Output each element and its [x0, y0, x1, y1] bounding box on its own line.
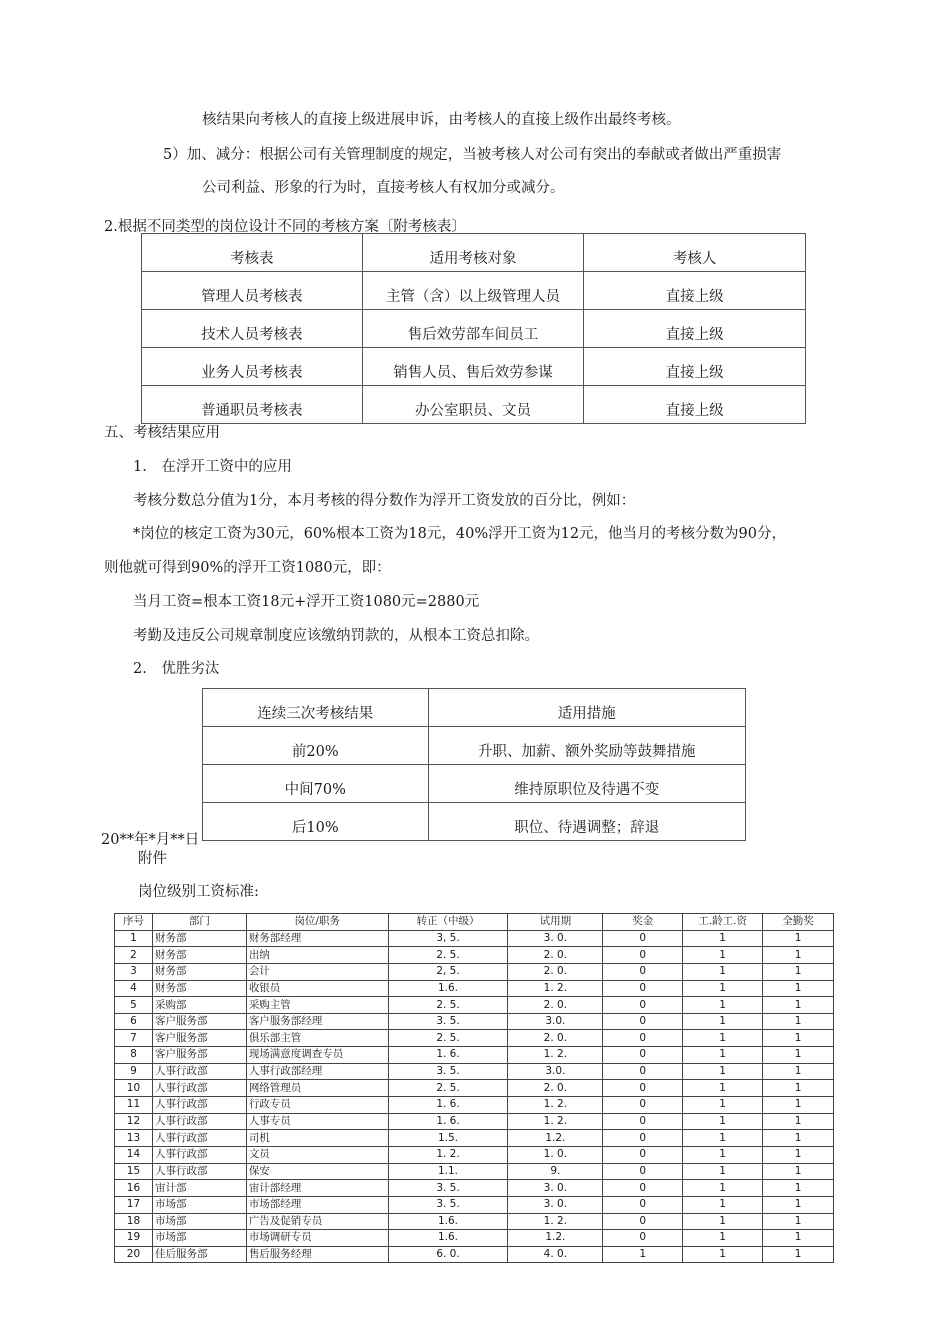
table-row	[142, 386, 806, 424]
table-row	[115, 1146, 834, 1163]
table-cell: 1	[683, 980, 763, 997]
table-cell: 3.0.	[508, 1063, 603, 1080]
table-row	[115, 1163, 834, 1180]
table-cell: 职位、待遇调整；辞退	[428, 803, 745, 841]
table-cell: 财务部	[152, 980, 246, 997]
table-cell: 3. 5.	[388, 1063, 508, 1080]
table-cell: 3. 5.	[388, 1180, 508, 1197]
table-cell: 人事专员	[246, 1113, 388, 1130]
table-cell: 3. 0.	[508, 1180, 603, 1197]
table-cell: 1	[603, 1246, 683, 1263]
table-cell: 2, 5.	[388, 963, 508, 980]
table-cell: 5	[115, 997, 153, 1014]
table-row	[203, 727, 746, 765]
table-cell: 0	[603, 1213, 683, 1230]
table-row	[142, 272, 806, 310]
table-cell: 客户服务部	[152, 1030, 246, 1047]
table-row	[115, 1180, 834, 1197]
table-row	[115, 1013, 834, 1030]
table-cell: 3	[115, 963, 153, 980]
table-cell: 网络管理员	[246, 1080, 388, 1097]
table-row	[115, 947, 834, 964]
table-row	[115, 1230, 834, 1247]
table-cell: 3. 0.	[508, 1196, 603, 1213]
table-cell: 13	[115, 1130, 153, 1147]
table-cell: 6	[115, 1013, 153, 1030]
table-cell: 1	[683, 1246, 763, 1263]
table-row	[115, 1063, 834, 1080]
table-row	[115, 1080, 834, 1097]
table-cell: 9	[115, 1063, 153, 1080]
table-cell: 4	[115, 980, 153, 997]
table-cell: 普通职员考核表	[142, 386, 363, 424]
table-cell: 1	[683, 1180, 763, 1197]
para-example-cont: 则他就可得到90%的浮开工资1080元，即：	[104, 560, 391, 576]
table-cell: 1	[683, 1113, 763, 1130]
table-row	[115, 1130, 834, 1147]
table-row	[115, 1030, 834, 1047]
table-cell: 1	[763, 963, 834, 980]
table-cell: 1. 6.	[388, 1047, 508, 1064]
appendix-title: 岗位级别工资标准:	[138, 884, 259, 900]
table-cell: 1. 2.	[508, 1047, 603, 1064]
table-cell: 1	[763, 930, 834, 947]
assessment-table	[141, 233, 806, 424]
table-cell: 管理人员考核表	[142, 272, 363, 310]
table-cell: 0	[603, 1146, 683, 1163]
table-cell: 0	[603, 1130, 683, 1147]
table-cell: 1	[763, 1030, 834, 1047]
table-header: 全勤奖	[763, 914, 834, 931]
table-cell: 市场部	[152, 1230, 246, 1247]
table-cell: 司机	[246, 1130, 388, 1147]
table-cell: 1. 2.	[508, 1097, 603, 1114]
table-cell: 广告及促销专员	[246, 1213, 388, 1230]
table-cell: 人事行政部	[152, 1080, 246, 1097]
table-cell: 1	[683, 1097, 763, 1114]
table-row	[115, 1113, 834, 1130]
table-cell: 1	[683, 1013, 763, 1030]
table-cell: 2. 0.	[508, 1030, 603, 1047]
table-cell: 2	[115, 947, 153, 964]
table-cell: 1	[683, 930, 763, 947]
table-header: 序号	[115, 914, 153, 931]
table-cell: 办公室职员、文员	[362, 386, 584, 424]
table-cell: 0	[603, 947, 683, 964]
table-cell: 1	[763, 1080, 834, 1097]
table-cell: 14	[115, 1146, 153, 1163]
table-cell: 1	[763, 1047, 834, 1064]
table-row	[115, 1097, 834, 1114]
table-cell: 0	[603, 1080, 683, 1097]
table-cell: 人事行政部	[152, 1146, 246, 1163]
table-cell: 佳后服务部	[152, 1246, 246, 1263]
table-cell: 1.1.	[388, 1163, 508, 1180]
table-header: 适用考核对象	[362, 234, 584, 272]
table-cell: 市场部经理	[246, 1196, 388, 1213]
table-cell: 1.2.	[508, 1130, 603, 1147]
table-cell: 直接上级	[584, 272, 806, 310]
table-cell: 直接上级	[584, 348, 806, 386]
table-cell: 人事行政部	[152, 1063, 246, 1080]
table-cell: 1	[763, 1097, 834, 1114]
section-result-application: 五、考核结果应用	[104, 425, 220, 441]
subsection-floating-wage: 1. 在浮开工资中的应用	[133, 459, 292, 475]
table-cell: 7	[115, 1030, 153, 1047]
table-cell: 17	[115, 1196, 153, 1213]
table-header: 岗位/职务	[246, 914, 388, 931]
table-cell: 1.2.	[508, 1230, 603, 1247]
table-cell: 4. 0.	[508, 1246, 603, 1263]
table-cell: 1. 0.	[508, 1146, 603, 1163]
table-cell: 1	[763, 1230, 834, 1247]
para-appeal: 核结果向考核人的直接上级进展申诉，由考核人的直接上级作出最终考核。	[202, 112, 681, 128]
table-row	[115, 1047, 834, 1064]
table-cell: 1	[683, 1213, 763, 1230]
para-example: *岗位的核定工资为30元，60%根本工资为18元，40%浮开工资为12元，他当月的考核分数为90分，	[133, 526, 787, 542]
table-cell: 0	[603, 930, 683, 947]
table-row	[142, 310, 806, 348]
table-cell: 0	[603, 1180, 683, 1197]
table-cell: 宙计部	[152, 1180, 246, 1197]
table-cell: 3. 5.	[388, 1013, 508, 1030]
table-cell: 1	[115, 930, 153, 947]
table-cell: 人事行政部	[152, 1113, 246, 1130]
table-cell: 销售人员、售后效劳参谋	[362, 348, 584, 386]
table-cell: 1	[763, 1130, 834, 1147]
table-cell: 8	[115, 1047, 153, 1064]
table-cell: 0	[603, 1063, 683, 1080]
table-cell: 人事行政部	[152, 1163, 246, 1180]
table-cell: 3. 0.	[508, 930, 603, 947]
table-cell: 1	[683, 963, 763, 980]
table-cell: 升职、加薪、额外奖励等鼓舞措施	[428, 727, 745, 765]
table-cell: 维持原职位及待遇不变	[428, 765, 745, 803]
table-header: 工.龄工.资	[683, 914, 763, 931]
table-cell: 俱乐部主管	[246, 1030, 388, 1047]
table-header-row	[115, 914, 834, 931]
table-row	[115, 1196, 834, 1213]
table-cell: 0	[603, 1047, 683, 1064]
table-header: 试用期	[508, 914, 603, 931]
table-row	[115, 997, 834, 1014]
table-cell: 主管（含）以上级管理人员	[362, 272, 584, 310]
table-cell: 15	[115, 1163, 153, 1180]
table-cell: 2. 5.	[388, 997, 508, 1014]
table-cell: 现场满意度调查专员	[246, 1047, 388, 1064]
table-cell: 1. 2.	[388, 1146, 508, 1163]
para-bonus-deduction-cont: 公司利益、形象的行为时，直接考核人有权加分或减分。	[202, 180, 565, 196]
table-cell: 1	[683, 1063, 763, 1080]
table-cell: 1	[763, 997, 834, 1014]
table-cell: 会计	[246, 963, 388, 980]
table-cell: 收银员	[246, 980, 388, 997]
table-cell: 11	[115, 1097, 153, 1114]
table-cell: 直接上级	[584, 386, 806, 424]
table-row	[115, 980, 834, 997]
table-cell: 市场调研专员	[246, 1230, 388, 1247]
table-cell: 1. 2.	[508, 1113, 603, 1130]
table-cell: 市场部	[152, 1196, 246, 1213]
table-cell: 1	[683, 1080, 763, 1097]
table-header: 连续三次考核结果	[203, 689, 429, 727]
table-cell: 3.0.	[508, 1013, 603, 1030]
table-cell: 1	[763, 1113, 834, 1130]
para-bonus-deduction: 5）加、减分：根据公司有关管理制度的规定，当被考核人对公司有突出的奉献或者做出严重损害	[163, 147, 782, 163]
table-cell: 1	[683, 1047, 763, 1064]
table-cell: 1	[683, 1146, 763, 1163]
table-cell: 1	[763, 947, 834, 964]
table-cell: 2. 0.	[508, 997, 603, 1014]
table-cell: 1.6.	[388, 1213, 508, 1230]
table-cell: 3. 5.	[388, 1196, 508, 1213]
para-score-explanation: 考核分数总分值为1分，本月考核的得分数作为浮开工资发放的百分比，例如：	[133, 493, 636, 509]
table-cell: 1.6.	[388, 980, 508, 997]
table-row	[115, 963, 834, 980]
table-row	[203, 765, 746, 803]
table-cell: 1.6.	[388, 1230, 508, 1247]
table-cell: 2. 0.	[508, 947, 603, 964]
table-cell: 18	[115, 1213, 153, 1230]
table-header-row	[203, 689, 746, 727]
table-cell: 出纳	[246, 947, 388, 964]
table-header: 考核表	[142, 234, 363, 272]
table-cell: 1	[763, 980, 834, 997]
table-header: 转正（中级）	[388, 914, 508, 931]
table-cell: 1	[763, 1213, 834, 1230]
table-cell: 技术人员考核表	[142, 310, 363, 348]
table-header: 部门	[152, 914, 246, 931]
table-cell: 1	[683, 1163, 763, 1180]
table-cell: 采购主管	[246, 997, 388, 1014]
table-cell: 1	[683, 1130, 763, 1147]
document-date: 20**年*月**日	[101, 832, 200, 848]
table-cell: 2. 0.	[508, 1080, 603, 1097]
table-row	[115, 1213, 834, 1230]
table-cell: 0	[603, 1113, 683, 1130]
table-cell: 财务部经理	[246, 930, 388, 947]
table-cell: 1	[763, 1196, 834, 1213]
elimination-table	[202, 688, 746, 841]
table-cell: 客户服务部	[152, 1047, 246, 1064]
wage-standard-table	[114, 913, 834, 1263]
table-cell: 6. 0.	[388, 1246, 508, 1263]
table-cell: 1	[683, 1030, 763, 1047]
table-cell: 0	[603, 1230, 683, 1247]
table-cell: 直接上级	[584, 310, 806, 348]
table-cell: 人事行政部	[152, 1097, 246, 1114]
table-row	[142, 348, 806, 386]
table-cell: 采购部	[152, 997, 246, 1014]
table-cell: 2. 5.	[388, 947, 508, 964]
table-cell: 1. 2.	[508, 1213, 603, 1230]
table-header: 奖金	[603, 914, 683, 931]
table-cell: 2. 0.	[508, 963, 603, 980]
table-cell: 前20%	[203, 727, 429, 765]
table-cell: 16	[115, 1180, 153, 1197]
table-cell: 1. 2.	[508, 980, 603, 997]
table-cell: 0	[603, 1030, 683, 1047]
para-penalty: 考勤及违反公司规章制度应该缴纳罚款的，从根本工资总扣除。	[133, 628, 539, 644]
table-header: 考核人	[584, 234, 806, 272]
table-cell: 文员	[246, 1146, 388, 1163]
table-header: 适用措施	[428, 689, 745, 727]
table-cell: 售后服务经理	[246, 1246, 388, 1263]
table-cell: 宙计部经理	[246, 1180, 388, 1197]
subsection-elimination: 2. 优胜劣汰	[133, 661, 220, 677]
table-cell: 19	[115, 1230, 153, 1247]
table-cell: 0	[603, 963, 683, 980]
table-cell: 0	[603, 1163, 683, 1180]
table-cell: 0	[603, 1013, 683, 1030]
table-cell: 2. 5.	[388, 1080, 508, 1097]
table-cell: 20	[115, 1246, 153, 1263]
table-cell: 1. 6.	[388, 1113, 508, 1130]
table-cell: 人事行政部	[152, 1130, 246, 1147]
table-cell: 3, 5.	[388, 930, 508, 947]
table-cell: 1	[763, 1246, 834, 1263]
para-formula: 当月工资=根本工资18元+浮开工资1080元=2880元	[133, 594, 480, 610]
table-cell: 1	[683, 1196, 763, 1213]
table-cell: 1.5.	[388, 1130, 508, 1147]
table-cell: 业务人员考核表	[142, 348, 363, 386]
table-cell: 10	[115, 1080, 153, 1097]
table-cell: 客户服务部经理	[246, 1013, 388, 1030]
table-cell: 1	[763, 1013, 834, 1030]
table-header-row	[142, 234, 806, 272]
section-assessment-plan: 2.根据不同类型的岗位设计不同的考核方案〔附考核表〕	[104, 219, 466, 235]
table-cell: 9.	[508, 1163, 603, 1180]
table-cell: 行政专员	[246, 1097, 388, 1114]
table-cell: 1	[763, 1063, 834, 1080]
table-cell: 市场部	[152, 1213, 246, 1230]
table-cell: 0	[603, 980, 683, 997]
table-cell: 后10%	[203, 803, 429, 841]
table-cell: 财务部	[152, 963, 246, 980]
table-cell: 人事行政部经理	[246, 1063, 388, 1080]
table-cell: 财务部	[152, 947, 246, 964]
table-cell: 0	[603, 1097, 683, 1114]
table-row	[115, 930, 834, 947]
table-cell: 2. 5.	[388, 1030, 508, 1047]
table-cell: 保安	[246, 1163, 388, 1180]
table-cell: 0	[603, 997, 683, 1014]
table-row	[115, 1246, 834, 1263]
table-row	[203, 803, 746, 841]
table-cell: 1	[683, 947, 763, 964]
appendix-label: 附件	[138, 851, 167, 867]
table-cell: 1	[683, 997, 763, 1014]
table-cell: 1	[763, 1146, 834, 1163]
table-cell: 1	[683, 1230, 763, 1247]
table-cell: 客户服务部	[152, 1013, 246, 1030]
table-cell: 12	[115, 1113, 153, 1130]
table-cell: 0	[603, 1196, 683, 1213]
table-cell: 中间70%	[203, 765, 429, 803]
table-cell: 1	[763, 1163, 834, 1180]
table-cell: 1. 6.	[388, 1097, 508, 1114]
table-cell: 财务部	[152, 930, 246, 947]
table-cell: 1	[763, 1180, 834, 1197]
table-cell: 售后效劳部车间员工	[362, 310, 584, 348]
